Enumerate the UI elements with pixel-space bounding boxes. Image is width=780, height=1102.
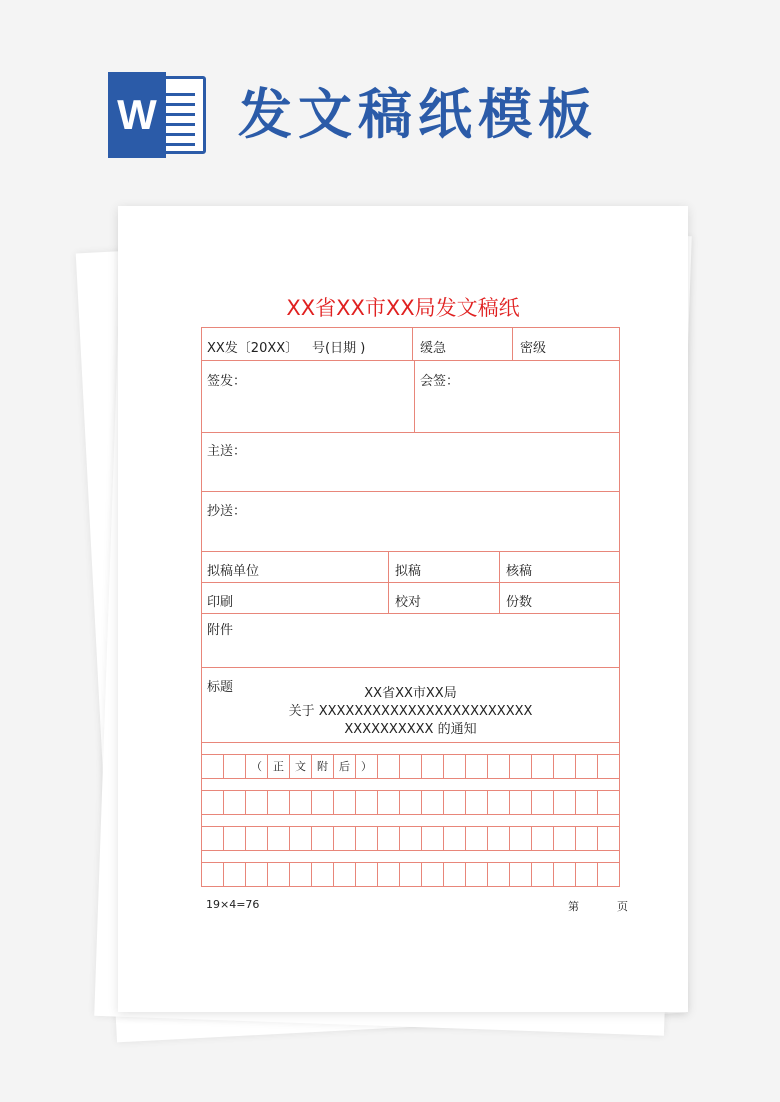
sign-off-label: 签发：	[207, 374, 247, 389]
grid-note-char: 后	[334, 754, 356, 778]
grid-row	[202, 754, 619, 778]
grid-note-char: 正	[268, 754, 290, 778]
reviewer-label: 核稿	[506, 564, 533, 579]
page-number-suffix: 页	[617, 900, 628, 913]
secrecy-label: 密级	[520, 341, 547, 356]
dispatch-form	[201, 327, 620, 887]
subject-line-2: 关于 XXXXXXXXXXXXXXXXXXXXXXXX	[288, 704, 533, 719]
page-title: 发文稿纸模板	[238, 83, 598, 146]
document-title: XX省XX市XX局发文稿纸	[286, 296, 520, 320]
grid-note-char: 文	[290, 754, 312, 778]
grid-note-char: （	[246, 754, 268, 778]
subject-line-3: XXXXXXXXXX 的通知	[344, 722, 477, 737]
grid-row	[202, 826, 619, 850]
urgency-label: 缓急	[420, 341, 447, 356]
page-number	[568, 898, 628, 914]
word-logo-letter: W	[108, 72, 166, 158]
doc-number-label: XX发〔20XX〕	[207, 341, 299, 356]
grid-count-note: 19×4=76	[206, 898, 260, 911]
co-sign-label: 会签：	[420, 374, 460, 389]
subject-line-1: XX省XX市XX局	[364, 686, 457, 701]
attachment-label: 附件	[207, 623, 234, 638]
proofread-label: 校对	[395, 595, 422, 610]
subject-label: 标题	[207, 680, 234, 695]
grid-note-char: 附	[312, 754, 334, 778]
grid-row	[202, 790, 619, 814]
grid-note-char: ）	[356, 754, 378, 778]
cc-label: 抄送：	[207, 504, 247, 519]
grid-row	[202, 862, 619, 886]
word-icon	[108, 72, 208, 158]
printing-label: 印刷	[207, 595, 234, 610]
copies-label: 份数	[506, 595, 533, 610]
drafting-unit-label: 拟稿单位	[207, 564, 260, 579]
main-recipient-label: 主送：	[207, 444, 247, 459]
drafter-label: 拟稿	[395, 564, 422, 579]
page-number-prefix: 第	[568, 900, 579, 913]
template-header	[108, 72, 598, 158]
date-label: 号(日期 )	[312, 341, 366, 356]
document-page	[118, 206, 688, 1012]
